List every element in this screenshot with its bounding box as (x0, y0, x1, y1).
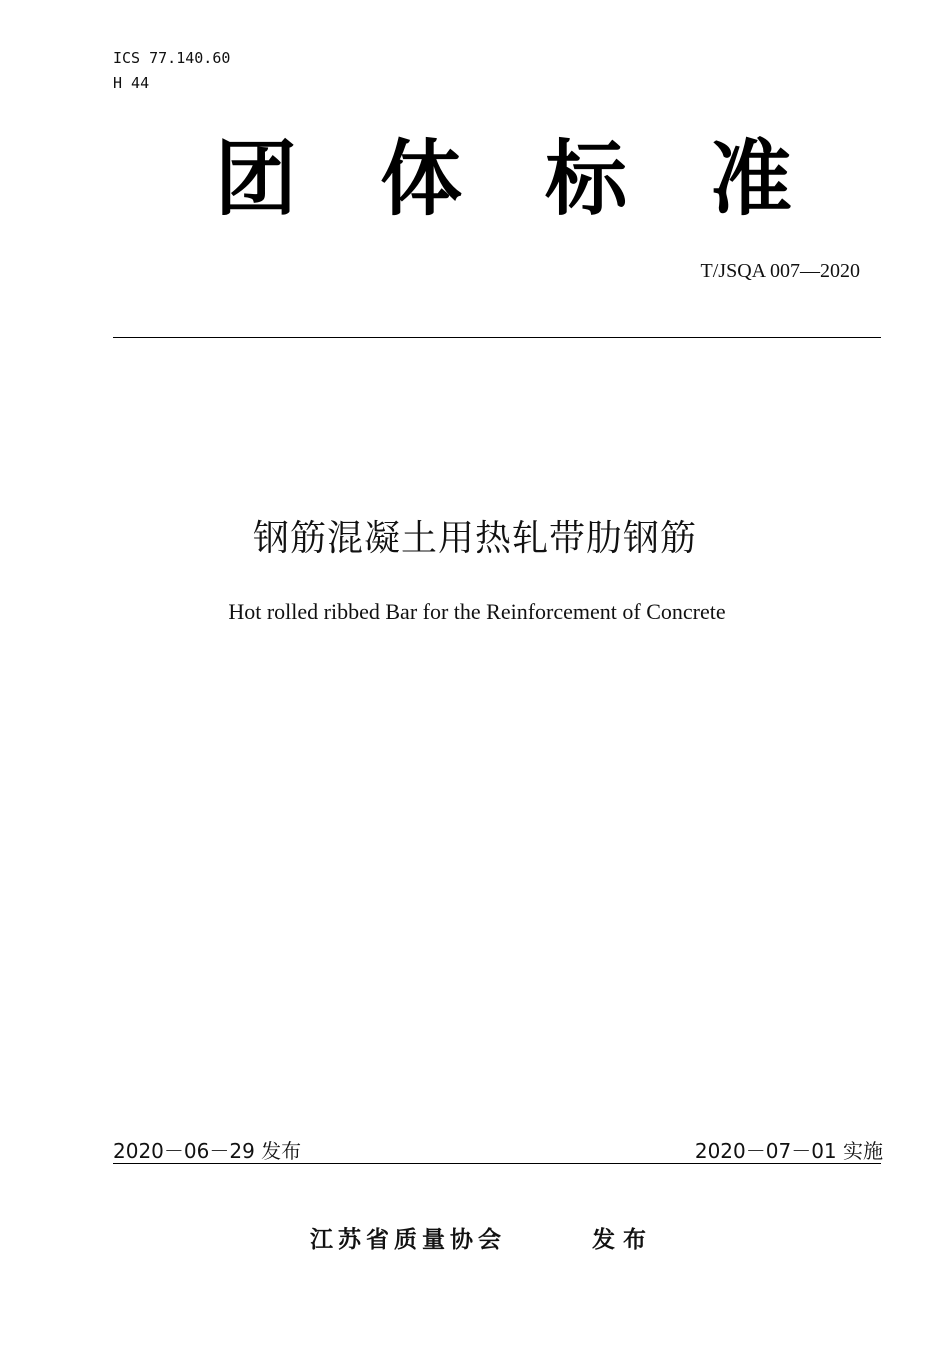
english-title: Hot rolled ribbed Bar for the Reinforcement of Concrete (228, 599, 726, 624)
document-type-char: 体 (380, 132, 463, 227)
header-divider (113, 337, 881, 338)
document-type-title (0, 132, 950, 228)
footer-divider (113, 1163, 881, 1164)
chinese-title: 钢筋混凝土用热轧带肋钢筋 (252, 518, 697, 559)
implementation-date: 2020－07－01 实施 (694, 1139, 883, 1163)
standard-number: T/JSQA 007—2020 (700, 260, 860, 282)
ccs-code: H 44 (113, 74, 150, 92)
document-type-char: 团 (215, 132, 298, 227)
document-type-char: 准 (710, 132, 793, 227)
issue-label: 发布 (592, 1227, 654, 1253)
publish-date: 2020－06－29 发布 (113, 1139, 302, 1163)
issuing-organization: 江苏省质量协会 (310, 1227, 506, 1253)
ics-code: ICS 77.140.60 (113, 49, 231, 67)
document-type-char: 标 (545, 132, 628, 227)
